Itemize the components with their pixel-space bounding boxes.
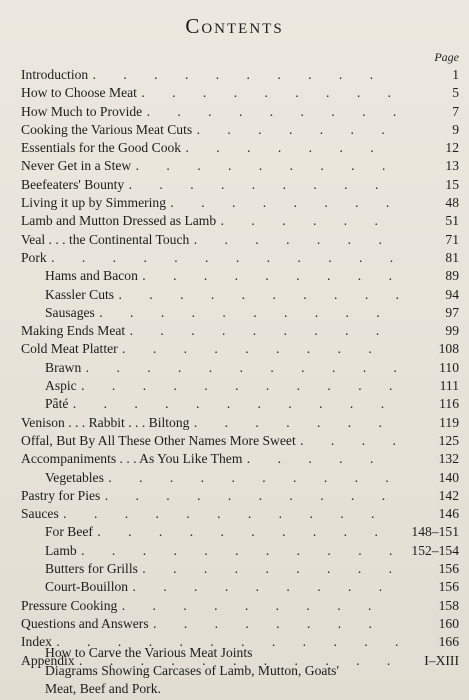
- toc-entry-label: Sauces .: [21, 505, 399, 523]
- toc-entry-page: 48: [445, 195, 459, 211]
- toc-entry-label: Butters for Grills .: [45, 560, 399, 578]
- toc-subentry: [0, 542, 469, 560]
- toc-entry-page: 158: [438, 597, 459, 613]
- toc-entry-page: 160: [438, 615, 459, 631]
- toc-entry-label: Offal, But By All These Other Names More Sweet .: [21, 432, 399, 450]
- toc-entry: [0, 194, 469, 212]
- toc-entry-page: 71: [445, 231, 459, 247]
- toc-entry: [0, 139, 469, 157]
- page-column-header: Page: [434, 50, 459, 64]
- toc-entry-page: 51: [445, 213, 459, 229]
- toc-entry-page: 166: [438, 634, 459, 650]
- toc-entry-label: Pork .: [21, 249, 399, 267]
- toc-entry-page: I–XIII: [424, 652, 459, 668]
- toc-entry-page: 152–154: [411, 542, 459, 558]
- toc-entry-label: Cooking the Various Meat Cuts .: [21, 121, 399, 139]
- toc-list: [0, 66, 469, 670]
- toc-entry-page: 125: [438, 432, 459, 448]
- toc-entry-label: Lamb .: [45, 542, 399, 560]
- toc-entry: [0, 597, 469, 615]
- appendix-note: Meat, Beef and Pork.: [45, 681, 161, 696]
- toc-entry-page: 142: [438, 487, 459, 503]
- toc-subentry: [0, 377, 469, 395]
- toc-entry-label: How Much to Provide .: [21, 103, 399, 121]
- toc-entry: [0, 176, 469, 194]
- toc-subentry: [0, 469, 469, 487]
- toc-subentry: [0, 359, 469, 377]
- toc-entry-label: Brawn .: [45, 359, 399, 377]
- toc-entry-page: 15: [445, 176, 459, 192]
- toc-entry: [0, 487, 469, 505]
- toc-entry-label: Hams and Bacon .: [45, 267, 399, 285]
- toc-entry: [0, 615, 469, 633]
- toc-entry-page: 116: [439, 396, 459, 412]
- toc-entry-page: 12: [445, 140, 459, 156]
- page-title: Contents: [185, 14, 284, 38]
- toc-entry-page: 89: [445, 268, 459, 284]
- toc-entry-page: 94: [445, 286, 459, 302]
- toc-entry-page: 156: [438, 561, 459, 577]
- toc-entry: [0, 157, 469, 175]
- toc-entry-page: 111: [439, 378, 459, 394]
- toc-entry: [0, 249, 469, 267]
- toc-entry: [0, 121, 469, 139]
- toc-subentry: [0, 560, 469, 578]
- toc-entry: [0, 103, 469, 121]
- toc-entry-label: Introduction .: [21, 66, 399, 84]
- toc-entry-label: Living it up by Simmering .: [21, 194, 399, 212]
- toc-entry-page: 99: [445, 323, 459, 339]
- toc-entry-page: 97: [445, 304, 459, 320]
- toc-entry-label: Veal . . . the Continental Touch .: [21, 231, 399, 249]
- toc-subentry: [0, 286, 469, 304]
- toc-entry-page: 9: [452, 121, 459, 137]
- toc-entry-label: Index .: [21, 633, 399, 651]
- toc-entry-label: Court-Bouillon .: [45, 578, 399, 596]
- appendix-note: Diagrams Showing Carcases of Lamb, Mutton, Goats': [45, 663, 339, 678]
- toc-entry-page: 148–151: [411, 524, 459, 540]
- toc-entry-label: Pressure Cooking .: [21, 597, 399, 615]
- toc-entry-label: Never Get in a Stew .: [21, 157, 399, 175]
- toc-entry-label: Sausages .: [45, 304, 399, 322]
- toc-entry: [0, 432, 469, 450]
- toc-entry-page: 1: [452, 67, 459, 82]
- toc-entry-label: Pâté .: [45, 395, 399, 413]
- toc-entry-label: Vegetables .: [45, 469, 399, 487]
- toc-entry-label: Making Ends Meat .: [21, 322, 399, 340]
- toc-entry-label: Appendix .: [21, 652, 399, 670]
- toc-entry-page: 108: [438, 341, 459, 357]
- toc-entry: [0, 414, 469, 432]
- toc-subentry: [0, 304, 469, 322]
- toc-entry-label: How to Choose Meat .: [21, 84, 399, 102]
- toc-entry-page: 140: [438, 469, 459, 485]
- toc-entry-page: 132: [438, 451, 459, 467]
- toc-entry-page: 110: [439, 359, 459, 375]
- toc-entry-label: Questions and Answers .: [21, 615, 399, 633]
- toc-entry-page: 146: [438, 506, 459, 522]
- toc-entry-page: 156: [438, 579, 459, 595]
- toc-entry-label: For Beef .: [45, 523, 399, 541]
- toc-entry-label: Accompaniments . . . As You Like Them .: [21, 450, 399, 468]
- toc-entry-page: 13: [445, 158, 459, 174]
- toc-entry: [0, 340, 469, 358]
- toc-entry-page: 5: [452, 85, 459, 101]
- toc-entry: [0, 450, 469, 468]
- toc-subentry: [0, 395, 469, 413]
- toc-subentry: [0, 578, 469, 596]
- toc-entry-page: 7: [452, 103, 459, 119]
- toc-subentry: [0, 523, 469, 541]
- toc-entry-label: Aspic .: [45, 377, 399, 395]
- toc-entry-label: Beefeaters' Bounty .: [21, 176, 399, 194]
- toc-entry-label: Lamb and Mutton Dressed as Lamb .: [21, 212, 399, 230]
- appendix-note: How to Carve the Various Meat Joints: [45, 645, 253, 660]
- toc-entry-page: 119: [439, 414, 459, 430]
- toc-entry: [0, 66, 469, 84]
- toc-entry-label: Essentials for the Good Cook .: [21, 139, 399, 157]
- toc-entry: [0, 212, 469, 230]
- toc-entry: [0, 84, 469, 102]
- toc-entry: [0, 322, 469, 340]
- toc-entry-label: Cold Meat Platter .: [21, 340, 399, 358]
- toc-entry: [0, 505, 469, 523]
- toc-entry: [0, 231, 469, 249]
- toc-subentry: [0, 267, 469, 285]
- toc-entry-label: Pastry for Pies .: [21, 487, 399, 505]
- toc-entry-label: Kassler Cuts .: [45, 286, 399, 304]
- toc-entry-page: 81: [445, 249, 459, 265]
- toc-entry-label: Venison . . . Rabbit . . . Biltong .: [21, 414, 399, 432]
